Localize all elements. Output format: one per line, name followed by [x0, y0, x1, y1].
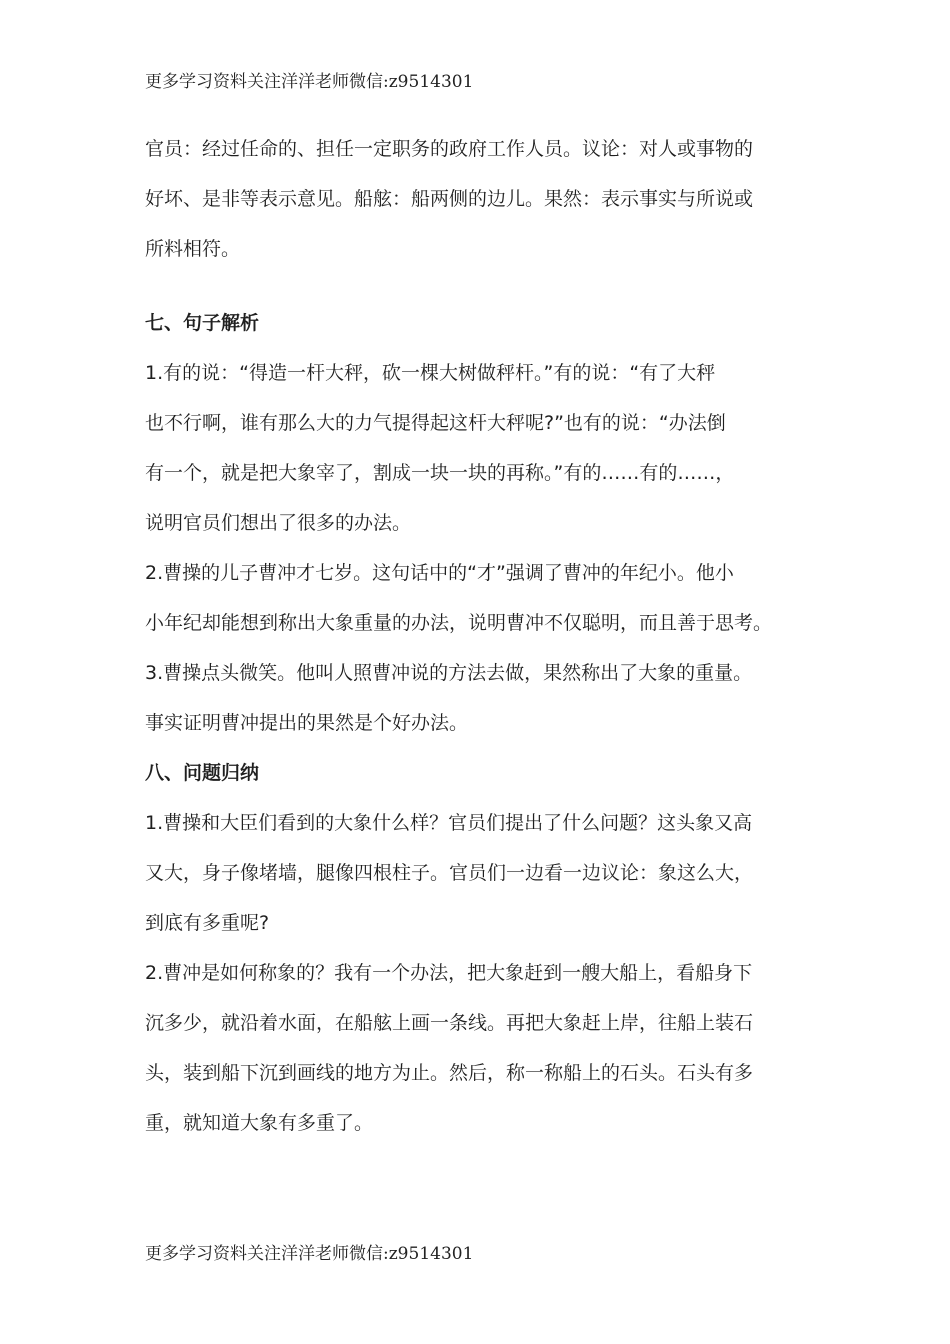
text-line: 小年纪却能想到称出大象重量的办法，说明曹冲不仅聪明，而且善于思考。	[145, 612, 773, 634]
section-sentence-analysis	[145, 298, 825, 748]
text-line: 也不行啊，谁有那么大的力气提得起这杆大秤呢?”也有的说：“办法倒	[145, 412, 726, 434]
section-title: 八、问题归纳	[145, 762, 260, 784]
text-line: 2.曹操的儿子曹冲才七岁。这句话中的“才”强调了曹冲的年纪小。他小	[145, 562, 734, 584]
page-header-watermark: 更多学习资料关注洋洋老师微信:z9514301	[145, 72, 474, 92]
text-line: 官员：经过任命的、担任一定职务的政府工作人员。议论：对人或事物的	[145, 138, 754, 160]
text-line: 3.曹操点头微笑。他叫人照曹冲说的方法去做，果然称出了大象的重量。	[145, 662, 753, 684]
text-line: 2.曹冲是如何称象的？我有一个办法，把大象赶到一艘大船上，看船身下	[145, 962, 753, 984]
document-body	[145, 124, 825, 1148]
text-line: 事实证明曹冲提出的果然是个好办法。	[145, 712, 469, 734]
text-line: 重，就知道大象有多重了。	[145, 1112, 374, 1134]
text-line: 好坏、是非等表示意见。船舷：船两侧的边儿。果然：表示事实与所说或	[145, 188, 754, 210]
text-line: 1.曹操和大臣们看到的大象什么样？官员们提出了什么问题？这头象又高	[145, 812, 753, 834]
section-title: 七、句子解析	[145, 312, 260, 334]
text-line: 1.有的说：“得造一杆大秤，砍一棵大树做秤杆。”有的说：“有了大秤	[145, 362, 716, 384]
text-line: 头，装到船下沉到画线的地方为止。然后，称一称船上的石头。石头有多	[145, 1062, 754, 1084]
text-line: 到底有多重呢?	[145, 912, 270, 934]
text-line: 沉多少，就沿着水面，在船舷上画一条线。再把大象赶上岸，往船上装石	[145, 1012, 754, 1034]
text-line: 所料相符。	[145, 238, 241, 260]
section-question-summary	[145, 748, 825, 1148]
text-line: 又大，身子像堵墙，腿像四根柱子。官员们一边看一边议论：象这么大，	[145, 862, 754, 884]
page-footer-watermark: 更多学习资料关注洋洋老师微信:z9514301	[145, 1244, 474, 1264]
text-line: 有一个，就是把大象宰了，割成一块一块的再称。”有的……有的……，	[145, 462, 735, 484]
text-line: 说明官员们想出了很多的办法。	[145, 512, 412, 534]
definitions-paragraph	[145, 124, 825, 274]
